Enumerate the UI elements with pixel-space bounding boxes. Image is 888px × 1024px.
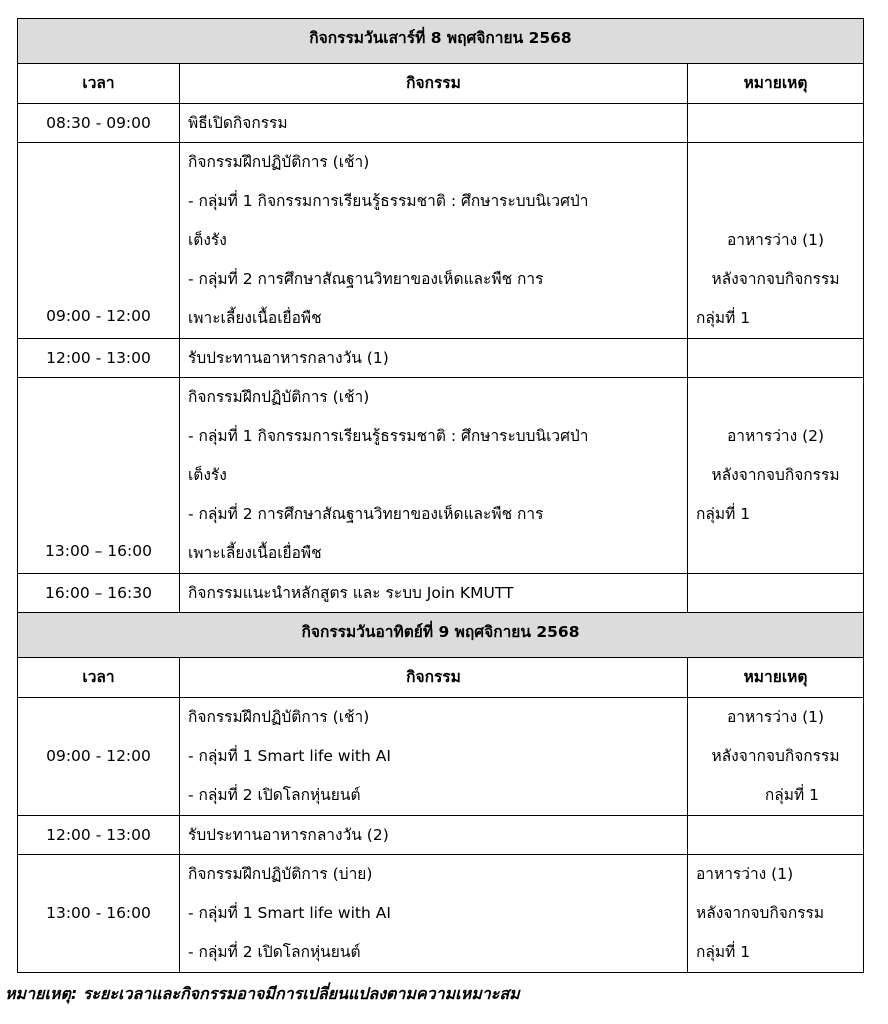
time-cell: 09:00 - 12:00	[18, 143, 180, 339]
note-line: กลุ่มที่ 1	[696, 943, 751, 961]
activity-line: - กลุ่มที่ 1 กิจกรรมการเรียนรู้ธรรมชาติ : ศึกษาระบบนิเวศป่า	[188, 192, 589, 210]
day1-column-headers	[18, 64, 864, 104]
note-cell	[688, 104, 864, 143]
note-line: กลุ่มที่ 1	[696, 505, 751, 523]
activity-cell	[180, 143, 688, 339]
activity-line: เพาะเลี้ยงเนื้อเยื่อพืช	[188, 544, 322, 562]
time-cell: 13:00 - 16:00	[18, 855, 180, 973]
table-row	[18, 574, 864, 613]
activity-line: - กลุ่มที่ 2 เปิดโลกหุ่นยนต์	[188, 786, 361, 804]
activity-line: - กลุ่มที่ 2 การศึกษาสัณฐานวิทยาของเห็ดและพืช การ	[188, 270, 544, 288]
activity-line: - กลุ่มที่ 2 การศึกษาสัณฐานวิทยาของเห็ดและพืช การ	[188, 505, 544, 523]
note-line: หลังจากจบกิจกรรม	[711, 270, 840, 288]
note-line: อาหารว่าง (1)	[726, 708, 825, 726]
table-row	[18, 143, 864, 339]
activity-line: กิจกรรมฝึกปฏิบัติการ (บ่าย)	[188, 865, 373, 883]
time-cell: 12:00 - 13:00	[18, 816, 180, 855]
note-line: หลังจากจบกิจกรรม	[696, 904, 825, 922]
table-row	[18, 816, 864, 855]
table-row	[18, 698, 864, 816]
activity-cell	[180, 855, 688, 973]
activity-line: กิจกรรมฝึกปฏิบัติการ (เช้า)	[188, 708, 370, 726]
day1-note-header: หมายเหตุ	[688, 64, 864, 104]
activity-cell	[180, 698, 688, 816]
note-cell	[688, 143, 864, 339]
schedule-table	[17, 18, 864, 973]
day2-note-header: หมายเหตุ	[688, 658, 864, 698]
activity-cell: รับประทานอาหารกลางวัน (2)	[180, 816, 688, 855]
day1-header-row	[18, 19, 864, 64]
activity-line: เต็งรัง	[188, 231, 227, 249]
note-cell	[688, 339, 864, 378]
day2-title: กิจกรรมวันอาทิตย์ที่ 9 พฤศจิกายน 2568	[18, 613, 864, 658]
table-row	[18, 378, 864, 574]
activity-line: - กลุ่มที่ 1 Smart life with AI	[188, 904, 391, 922]
time-cell: 16:00 – 16:30	[18, 574, 180, 613]
activity-line: - กลุ่มที่ 1 Smart life with AI	[188, 747, 391, 765]
activity-line: - กลุ่มที่ 2 เปิดโลกหุ่นยนต์	[188, 943, 361, 961]
activity-cell: รับประทานอาหารกลางวัน (1)	[180, 339, 688, 378]
note-line: อาหารว่าง (1)	[726, 231, 825, 249]
time-cell: 13:00 – 16:00	[18, 378, 180, 574]
note-line: กลุ่มที่ 1	[764, 786, 820, 804]
note-line: กลุ่มที่ 1	[696, 309, 751, 327]
footnote: หมายเหตุ: ระยะเวลาและกิจกรรมอาจมีการเปลี่ยนแปลงตามความเหมาะสม	[5, 984, 520, 1003]
activity-line: กิจกรรมฝึกปฏิบัติการ (เช้า)	[188, 388, 370, 406]
note-line: หลังจากจบกิจกรรม	[711, 466, 840, 484]
note-cell	[688, 698, 864, 816]
day2-column-headers	[18, 658, 864, 698]
note-cell	[688, 574, 864, 613]
day1-title: กิจกรรมวันเสาร์ที่ 8 พฤศจิกายน 2568	[18, 19, 864, 64]
note-line: อาหารว่าง (2)	[726, 427, 825, 445]
time-cell: 09:00 - 12:00	[18, 698, 180, 816]
table-row	[18, 104, 864, 143]
note-line: หลังจากจบกิจกรรม	[711, 747, 840, 765]
activity-line: กิจกรรมฝึกปฏิบัติการ (เช้า)	[188, 153, 370, 171]
activity-cell: กิจกรรมแนะนำหลักสูตร และ ระบบ Join KMUTT	[180, 574, 688, 613]
activity-cell: พิธีเปิดกิจกรรม	[180, 104, 688, 143]
activity-cell	[180, 378, 688, 574]
table-row	[18, 339, 864, 378]
note-cell	[688, 816, 864, 855]
day1-time-header: เวลา	[18, 64, 180, 104]
note-cell	[688, 855, 864, 973]
day2-header-row	[18, 613, 864, 658]
day2-activity-header: กิจกรรม	[180, 658, 688, 698]
note-cell	[688, 378, 864, 574]
activity-line: เพาะเลี้ยงเนื้อเยื่อพืช	[188, 309, 322, 327]
table-row	[18, 855, 864, 973]
activity-line: - กลุ่มที่ 1 กิจกรรมการเรียนรู้ธรรมชาติ : ศึกษาระบบนิเวศป่า	[188, 427, 589, 445]
time-cell: 08:30 - 09:00	[18, 104, 180, 143]
day1-activity-header: กิจกรรม	[180, 64, 688, 104]
activity-line: เต็งรัง	[188, 466, 227, 484]
time-cell: 12:00 - 13:00	[18, 339, 180, 378]
day2-time-header: เวลา	[18, 658, 180, 698]
note-line: อาหารว่าง (1)	[696, 865, 794, 883]
